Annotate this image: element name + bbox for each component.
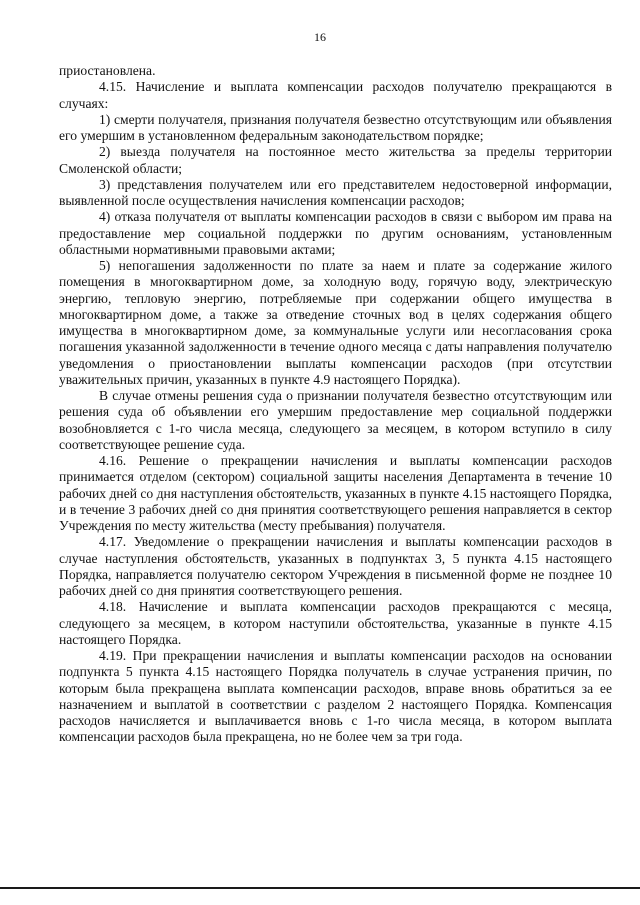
paragraph-4-16: 4.16. Решение о прекращении начисления и выплаты компенсации расходов принимается отделом (сектором) социальной защиты населения Департамента в течение 10 рабочих дней со дня наступления обстоятельств, указанных в пункте 4.15 настоящего Порядка, и в течение 3 рабочих дней со дня принятия соответствующего решения направляется в сектор Учреждения по месту жительства (месту пребывания) получателя.: [59, 453, 613, 533]
paragraph-4-15: 4.15. Начисление и выплата компенсации расходов получателю прекращаются в случаях:: [59, 79, 612, 111]
bottom-rule: [0, 887, 640, 889]
paragraph-4-15-item-1: 1) смерти получателя, признания получателя безвестно отсутствующим или объявления его умершим в установленном федеральным законодательством порядке;: [59, 111, 612, 143]
page-number: 16: [314, 30, 326, 44]
paragraph-continuation: приостановлена.: [59, 63, 156, 78]
document-body: [59, 63, 612, 746]
paragraph-4-17: 4.17. Уведомление о прекращении начисления и выплаты компенсации расходов в случае наступления обстоятельств, указанных в подпунктах 3, 5 пункта 4.15 настоящего Порядка, направляется получателю сектором Учреждения в письменной форме не позднее 10 рабочих дней со дня принятия соответствующего решения.: [59, 534, 612, 598]
paragraph-4-15-item-5: 5) непогашения задолженности по плате за наем и плате за содержание жилого помещения в многоквартирном доме, за холодную воду, горячую воду, электрическую энергию, тепловую энергию, потребляемые при содержании общего имущества в многоквартирном доме, а также за отведение сточных вод в целях содержания общего имущества в многоквартирном доме, за коммунальные услуги или несогласования срока погашения указанной задолженности в течение одного месяца с даты направления получателю уведомления о приостановлении выплаты компенсации расходов (при отсутствии уважительных причин, указанных в пункте 4.9 настоящего Порядка).: [59, 258, 612, 387]
paragraph-4-15-item-2: 2) выезда получателя на постоянное место жительства за пределы территории Смоленской области;: [59, 144, 612, 176]
paragraph-4-15-item-4: 4) отказа получателя от выплаты компенсации расходов в связи с выбором им права на предоставление мер социальной поддержки по другим основаниям, установленным областными нормативными правовыми актами;: [59, 209, 612, 257]
paragraph-4-19: 4.19. При прекращении начисления и выплаты компенсации расходов на основании подпункта 5 пункта 4.15 настоящего Порядка получатель в случае устранения причин, по которым была прекращена выплата компенсации расходов, вправе вновь обратиться за ее назначением и выплатой в соответствии с разделом 2 настоящего Порядка. Компенсация расходов начисляется и выплачивается вновь с 1-го числа месяца, в котором выплата компенсации расходов была прекращена, но не более чем за три года.: [59, 648, 612, 745]
paragraph-court-decision: В случае отмены решения суда о признании получателя безвестно отсутствующим или решения суда об объявлении его умершим предоставление мер социальной поддержки возобновляется с 1-го числа месяца, следующего за месяцем, в котором вступило в силу соответствующее решение суда.: [59, 388, 612, 452]
paragraph-4-18: 4.18. Начисление и выплата компенсации расходов прекращаются с месяца, следующего за месяцем, в котором наступили обстоятельства, указанные в пункте 4.15 настоящего Порядка.: [59, 599, 612, 647]
paragraph-4-15-item-3: 3) представления получателем или его представителем недостоверной информации, выявленной после осуществления начисления компенсации расходов;: [59, 176, 612, 208]
